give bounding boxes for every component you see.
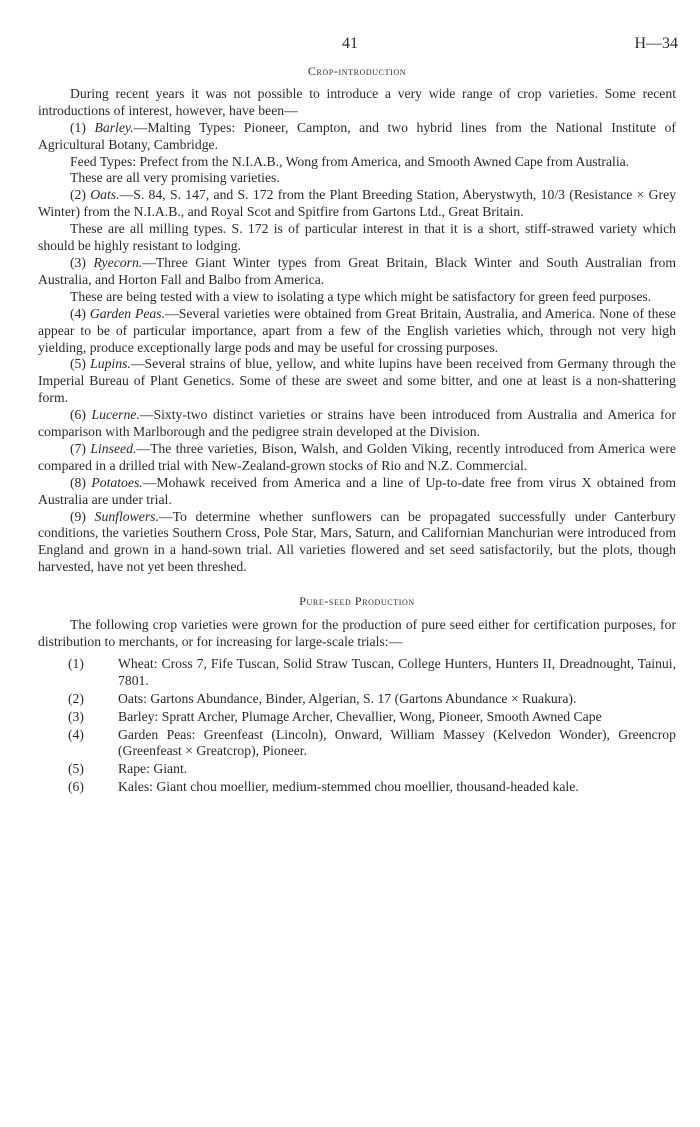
pure-seed-list (38, 656, 676, 796)
item-number: (6) (70, 407, 86, 423)
crop-name: Potatoes. (91, 474, 143, 490)
list-text: Wheat: Cross 7, Fife Tuscan, Solid Straw Tuscan, College Hunters, Hunters II, Dreadnought, Tainui, 7801. (118, 655, 676, 688)
item-text: —Three Giant Winter types from Great Britain, Black Winter and South Australian from Australia, and Horton Fall and Balbo from America. (38, 254, 676, 287)
paragraph-pure-seed-intro: The following crop varieties were grown for the production of pure seed either for certification purposes, for distribution to merchants, or for increasing for large-scale trials:— (38, 617, 676, 649)
paragraph-garden-peas (38, 306, 676, 357)
item-number: (8) (70, 474, 86, 490)
item-text: —S. 84, S. 147, and S. 172 from the Plant Breeding Station, Aberystwyth, 10/3 (Resistance × Grey Winter) from the N.I.A.B., and Royal Scot and Spitfire from Gartons Ltd., Great Britain. (38, 187, 677, 220)
list-item-oats (38, 691, 676, 708)
item-text: —Sixty-two distinct varieties or strains have been introduced from Australia and America for comparison with Marlborough and the pedigree strain developed at the Division. (38, 407, 676, 440)
list-number: (6) (68, 779, 84, 795)
crop-name: Lucerne. (91, 407, 140, 423)
paragraph-feed-types: Feed Types: Prefect from the N.I.A.B., Wong from America, and Smooth Awned Cape from Australia. (70, 153, 630, 169)
page-reference: H—34 (634, 35, 678, 52)
item-text: —To determine whether sunflowers can be propagated successfully under Canterbury conditions, the varieties Southern Cross, Pole Star, Mars, Saturn, and Californian Manchurian were introduced from England and grown in a hand-sown trial. All varieties flowered and set seed satisfactorily, but the plots, though harvested, have not yet been threshed. (38, 508, 677, 575)
crop-name: Ryecorn. (93, 254, 143, 270)
list-item-kales (38, 779, 676, 796)
paragraph-barley (38, 120, 676, 154)
paragraph-ryecorn (38, 255, 676, 289)
list-text: Kales: Giant chou moellier, medium-stemmed chou moellier, thousand-headed kale. (118, 779, 579, 795)
item-number: (5) (70, 356, 86, 372)
paragraph-sunflowers (38, 509, 676, 577)
item-number: (1) (70, 119, 86, 135)
item-number: (3) (70, 254, 86, 270)
paragraph-intro: During recent years it was not possible to introduce a very wide range of crop varieties. Some recent introductions of interest, however, have been— (38, 85, 676, 118)
item-number: (9) (70, 508, 86, 524)
list-item-wheat (38, 656, 676, 690)
paragraph-potatoes (38, 475, 676, 509)
paragraph-milling: These are all milling types. S. 172 is of particular interest in that it is a short, stiff-strawed variety which should be highly resistant to lodging. (38, 221, 676, 254)
section-heading-crop-introduction: Crop-introduction (307, 64, 407, 78)
paragraph-lupins (38, 356, 676, 407)
list-number: (3) (68, 708, 84, 724)
page-number: 41 (342, 35, 358, 52)
list-text: Barley: Spratt Archer, Plumage Archer, Chevallier, Wong, Pioneer, Smooth Awned Cape (118, 708, 602, 724)
crop-name: Linseed. (90, 440, 137, 456)
paragraph-promising: These are all very promising varieties. (70, 170, 280, 186)
item-text: —Several strains of blue, yellow, and white lupins have been received from Germany through the Imperial Bureau of Plant Genetics. Some of these are sweet and some bitter, and one at least is a non-shattering form. (38, 356, 677, 406)
list-item-garden-peas (38, 727, 676, 761)
item-number: (4) (70, 305, 86, 321)
item-number: (2) (70, 187, 86, 203)
crop-name: Garden Peas. (89, 305, 166, 321)
list-text: Garden Peas: Greenfeast (Lincoln), Onward, William Massey (Kelvedon Wonder), Greencrop (Greenfeast × Greatcrop), Pioneer. (118, 726, 676, 759)
paragraph-linseed (38, 441, 676, 475)
crop-name: Lupins. (90, 356, 131, 372)
list-number: (2) (68, 690, 84, 706)
list-number: (1) (68, 655, 84, 671)
list-item-barley (38, 709, 676, 726)
item-text: —The three varieties, Bison, Walsh, and Golden Viking, recently introduced from America were compared in a drilled trial with New-Zealand-grown stocks of Rio and N.Z. Commercial. (38, 440, 677, 473)
list-text: Oats: Gartons Abundance, Binder, Algerian, S. 17 (Gartons Abundance × Ruakura). (118, 690, 577, 706)
list-item-rape (38, 761, 676, 778)
list-number: (4) (68, 726, 84, 742)
crop-name: Sunflowers. (94, 508, 159, 524)
section-heading-pure-seed: Pure-seed Production (299, 594, 415, 609)
paragraph-oats (38, 187, 676, 221)
page-body (38, 63, 676, 797)
list-number: (5) (68, 761, 84, 777)
list-text: Rape: Giant. (118, 761, 188, 777)
crop-name: Oats. (90, 187, 120, 203)
item-text: —Malting Types: Pioneer, Campton, and two hybrid lines from the National Institute of Agricultural Botany, Cambridge. (38, 119, 676, 152)
item-text: —Several varieties were obtained from Great Britain, Australia, and America. None of these appear to be of particular importance, apart from a few of the English varieties which, through not very high yielding, produce exceptionally large pods and may be useful for crossing purposes. (38, 305, 677, 355)
item-text: —Mohawk received from America and a line of Up-to-date free from virus X obtained from Australia are under trial. (38, 474, 677, 507)
paragraph-green-feed: These are being tested with a view to isolating a type which might be satisfactory for green feed purposes. (70, 288, 652, 304)
page-header (0, 36, 700, 56)
item-number: (7) (70, 440, 86, 456)
crop-name: Barley. (94, 119, 134, 135)
paragraph-lucerne (38, 407, 676, 441)
